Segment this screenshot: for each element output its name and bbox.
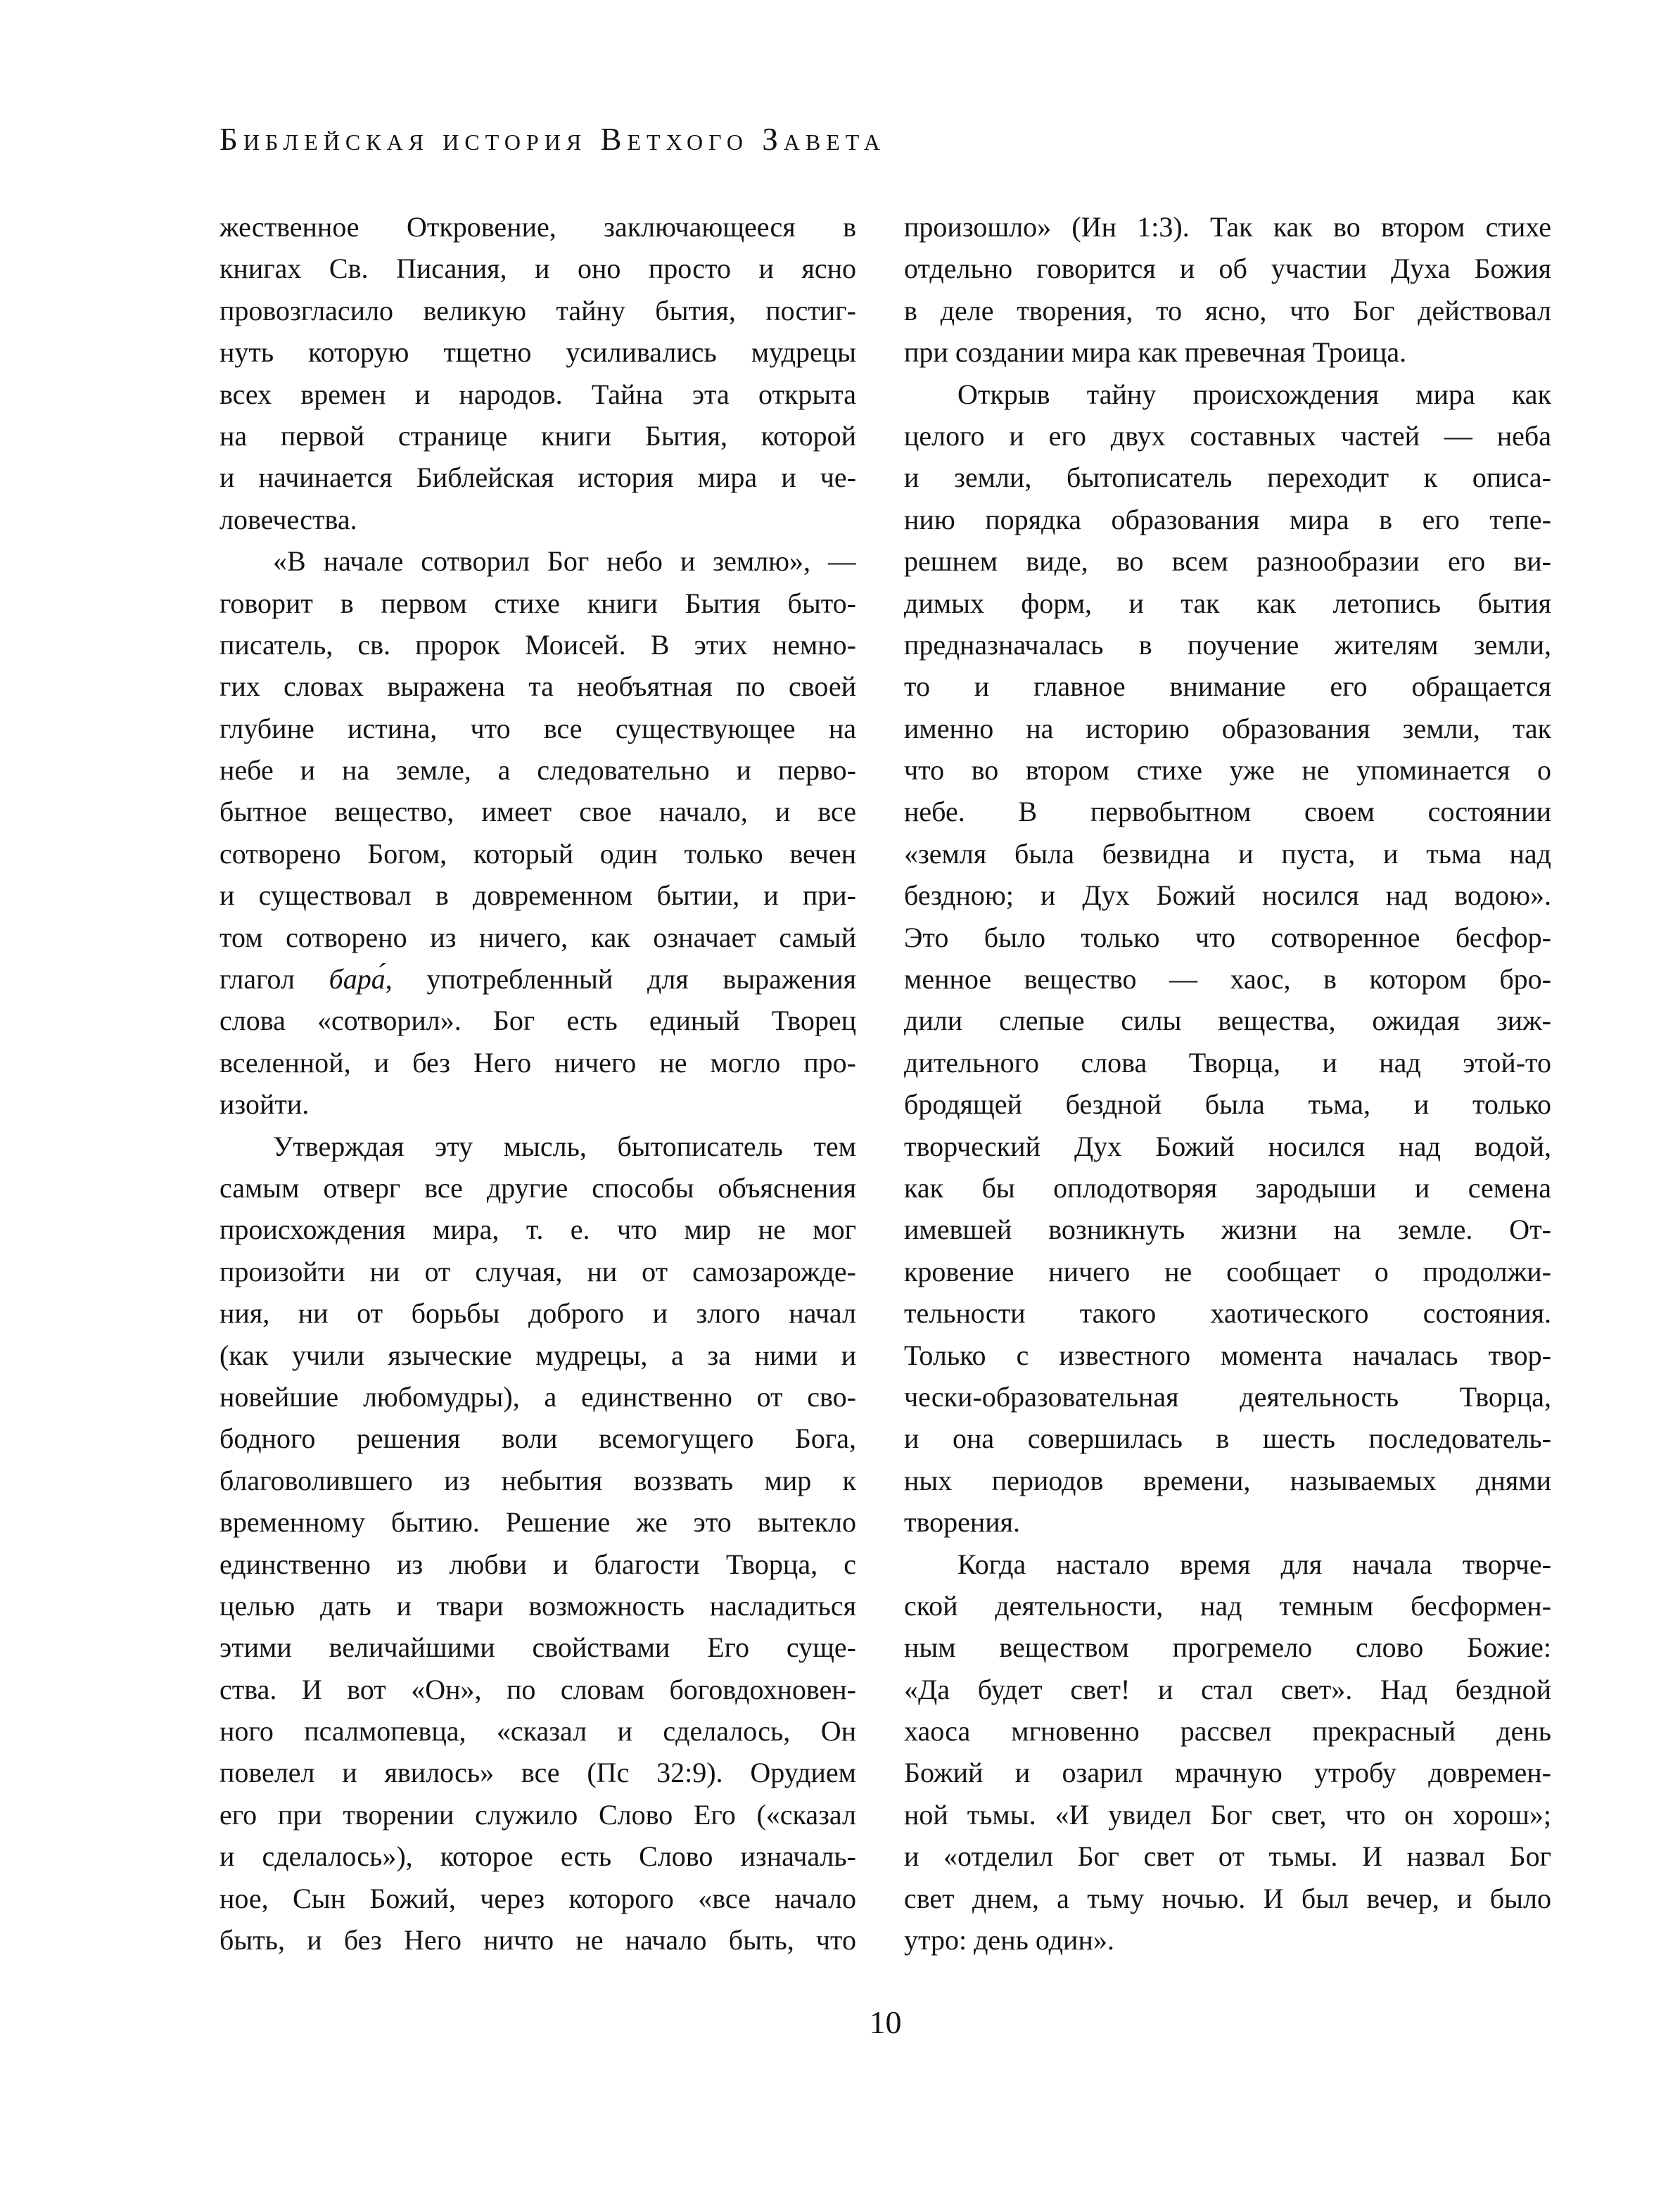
text-line: самым отверг все другие способы объяснения	[219, 1171, 856, 1204]
text-line: происхождения мира, т. е. что мир не мог	[219, 1214, 856, 1246]
text-line: изойти.	[219, 1088, 310, 1121]
text-line: новейшие любомудры), а единственно от сво-	[219, 1380, 856, 1413]
text-line: вселенной, и без Него ничего не могло про-	[219, 1046, 856, 1078]
text-block	[219, 206, 1551, 1972]
text-line: «земля была безвидна и пуста, и тьма над	[904, 837, 1551, 870]
text-line: небе и на земле, а следовательно и перво-	[219, 754, 856, 787]
text-line: всех времен и народов. Тайна эта открыта	[219, 378, 856, 410]
text-line: «Да будет свет! и стал свет». Над бездной	[904, 1673, 1551, 1705]
text-line: «В начале сотворил Бог небо и землю», —	[273, 545, 856, 578]
text-line: и земли, бытописатель переходит к описа-	[904, 462, 1551, 494]
text-line: благоволившего из небытия воззвать мир к	[219, 1464, 856, 1496]
text-line: и начинается Библейская история мира и че-	[219, 462, 856, 494]
text-line: его при творении служило Слово Его («сказал	[219, 1798, 856, 1831]
text-line: глагол бара́, употребленный для выражения	[219, 963, 856, 995]
text-line: небе. В первобытном своем состоянии	[904, 796, 1551, 828]
text-line: Божий и озарил мрачную утробу довремен-	[904, 1757, 1551, 1789]
text-line: Утверждая эту мысль, бытописатель тем	[273, 1130, 856, 1162]
text-line: и «отделил Бог свет от тьмы. И назвал Бог	[904, 1840, 1551, 1873]
text-line: бодного решения воли всемогущего Бога,	[219, 1423, 856, 1455]
text-line: именно на историю образования земли, так	[904, 712, 1551, 744]
text-line: тельности такого хаотического состояния.	[904, 1297, 1551, 1330]
text-line: гих словах выражена та необъятная по своей	[219, 670, 856, 703]
text-line: быть, и без Него ничто не начало быть, что	[219, 1924, 856, 1956]
text-line: единственно из любви и благости Творца, с	[219, 1548, 856, 1580]
text-line: чески-образовательная деятельность Творца,	[904, 1380, 1551, 1413]
text-line: провозгласило великую тайну бытия, постиг-	[219, 294, 856, 326]
text-line: целого и его двух составных частей — неба	[904, 419, 1551, 452]
text-line: как бы оплодотворяя зародыши и семена	[904, 1171, 1551, 1204]
text-line: Только с известного момента началась твор-	[904, 1339, 1551, 1371]
text-line: ной тьмы. «И увидел Бог свет, что он хорош»;	[904, 1798, 1551, 1831]
text-line: ное, Сын Божий, через которого «все начало	[219, 1882, 856, 1914]
text-line: и существовал в довременном бытии, и при-	[219, 879, 856, 912]
text-line: и сделалось»), которое есть Слово изначаль-	[219, 1840, 856, 1873]
text-line: (как учили языческие мудрецы, а за ними и	[219, 1339, 856, 1371]
text-line: дительного слова Творца, и над этой-то	[904, 1046, 1551, 1078]
text-line: временному бытию. Решение же это вытекло	[219, 1506, 856, 1539]
text-line: сотворено Богом, который один только вечен	[219, 837, 856, 870]
text-line: кровение ничего не сообщает о продолжи-	[904, 1255, 1551, 1287]
text-line: говорит в первом стихе книги Бытия быто-	[219, 587, 856, 619]
text-line: ства. И вот «Он», по словам боговдохновен-	[219, 1673, 856, 1705]
text-line: менное вещество — хаос, в котором бро-	[904, 963, 1551, 995]
text-line: Когда настало время для начала творче-	[957, 1548, 1551, 1580]
text-line: имевшей возникнуть жизни на земле. От-	[904, 1214, 1551, 1246]
text-line: Открыв тайну происхождения мира как	[957, 378, 1551, 410]
text-line: творческий Дух Божий носился над водой,	[904, 1130, 1551, 1162]
right-column	[904, 206, 1551, 1961]
text-line: дили слепые силы вещества, ожидая зиж-	[904, 1005, 1551, 1037]
text-line: глубине истина, что все существующее на	[219, 712, 856, 744]
text-line: отдельно говорится и об участии Духа Божия	[904, 253, 1551, 285]
text-line: том сотворено из ничего, как означает самый	[219, 921, 856, 953]
text-line: свет днем, а тьму ночью. И был вечер, и было	[904, 1882, 1551, 1914]
text-line: жественное Откровение, заключающееся в	[219, 211, 856, 243]
text-line: бродящей бездной была тьма, и только	[904, 1088, 1551, 1121]
text-line: утро: день один».	[904, 1924, 1114, 1956]
text-line: произойти ни от случая, ни от самозарожде-	[219, 1255, 856, 1287]
text-line: ния, ни от борьбы доброго и злого начал	[219, 1297, 856, 1330]
text-line: димых форм, и так как летопись бытия	[904, 587, 1551, 619]
page-number: 10	[869, 2004, 902, 2040]
text-line: ным веществом прогремело слово Божие:	[904, 1631, 1551, 1664]
left-column	[219, 206, 856, 1961]
text-line: предназначалась в поучение жителям земли,	[904, 628, 1551, 661]
text-line: целью дать и твари возможность насладиться	[219, 1589, 856, 1622]
text-line: то и главное внимание его обращается	[904, 670, 1551, 703]
text-line: писатель, св. пророк Моисей. В этих немно-	[219, 628, 856, 661]
text-line: ных периодов времени, называемых днями	[904, 1464, 1551, 1496]
text-line: ской деятельности, над темным бесформен-	[904, 1589, 1551, 1622]
text-line: что во втором стихе уже не упоминается о	[904, 754, 1551, 787]
text-line: слова «сотворил». Бог есть единый Творец	[219, 1005, 856, 1037]
text-line: нию порядка образования мира в его тепе-	[904, 503, 1551, 535]
text-line: решнем виде, во всем разнообразии его ви-	[904, 545, 1551, 578]
text-line: произошло» (Ин 1:3). Так как во втором стихе	[904, 211, 1551, 243]
running-header: Библейская история Ветхого Завета	[219, 122, 886, 157]
text-line: книгах Св. Писания, и оно просто и ясно	[219, 253, 856, 285]
text-line: повелел и явилось» все (Пс 32:9). Орудием	[219, 1757, 856, 1789]
text-line: ловечества.	[219, 503, 357, 535]
text-line: и она совершилась в шесть последователь-	[904, 1423, 1551, 1455]
text-line: творения.	[904, 1506, 1021, 1539]
text-line: на первой странице книги Бытия, которой	[219, 419, 856, 452]
text-line: Это было только что сотворенное бесфор-	[904, 921, 1551, 953]
text-line: хаоса мгновенно рассвел прекрасный день	[904, 1715, 1551, 1748]
text-line: ного псалмопевца, «сказал и сделалось, Он	[219, 1715, 856, 1748]
text-line: этими величайшими свойствами Его суще-	[219, 1631, 856, 1664]
text-line: в деле творения, то ясно, что Бог действовал	[904, 294, 1551, 326]
text-line: при создании мира как превечная Троица.	[904, 336, 1407, 369]
text-line: нуть которую тщетно усиливались мудрецы	[219, 336, 856, 369]
text-line: бытное вещество, имеет свое начало, и все	[219, 796, 856, 828]
text-line: бездною; и Дух Божий носился над водою».	[904, 879, 1551, 912]
